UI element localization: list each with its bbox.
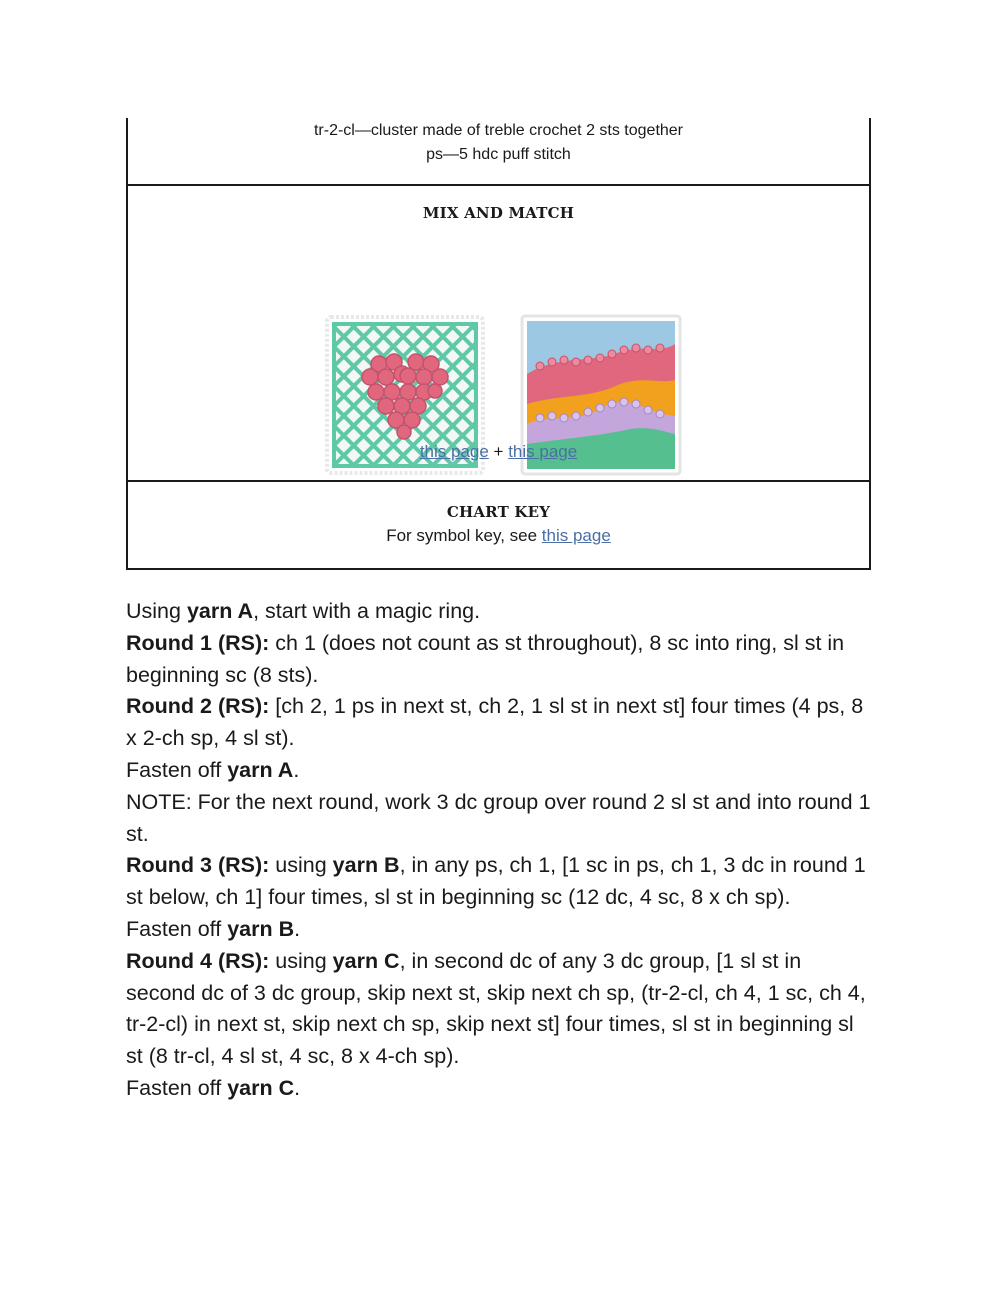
fasten-off-c — [126, 1073, 876, 1105]
pattern-instructions — [126, 596, 876, 1105]
round-3-pre: using — [269, 853, 333, 878]
fasten-off-c-post: . — [294, 1075, 301, 1100]
round-1-label: Round 1 (RS): — [126, 630, 270, 655]
fasten-off-c-pre: Fasten off — [126, 1075, 228, 1100]
intro-line — [126, 596, 876, 628]
fasten-off-a-post: . — [293, 757, 300, 782]
round-4 — [126, 946, 876, 1073]
round-1-text: ch 1 (does not count as st throughout), 8 sc into ring, sl st in beginning sc (8 sts). — [126, 630, 845, 687]
fasten-off-b-post: . — [294, 916, 301, 941]
round-4-yarn: yarn C — [332, 948, 400, 973]
intro-yarn: yarn A — [186, 599, 254, 623]
fasten-off-a-yarn: yarn A — [227, 757, 294, 782]
mix-and-match-heading: MIX AND MATCH — [422, 204, 575, 222]
round-1 — [126, 628, 876, 692]
chart-key-cell — [128, 482, 869, 570]
fasten-off-b-pre: Fasten off — [126, 916, 228, 941]
fasten-off-c-yarn: yarn C — [227, 1075, 295, 1100]
abbreviations-cell — [128, 118, 869, 186]
intro-pre: Using — [126, 599, 187, 623]
intro-post: , start with a magic ring. — [253, 599, 481, 623]
mix-and-match-cell — [128, 184, 869, 482]
chart-key-heading: CHART KEY — [446, 503, 551, 521]
plus-sign: + — [488, 442, 509, 461]
round-3-yarn: yarn B — [332, 853, 400, 878]
note: NOTE: For the next round, work 3 dc group over round 2 sl st and into round 1 st. — [126, 789, 871, 846]
abbreviation-ps: ps—5 hdc puff stitch — [426, 146, 571, 163]
round-2 — [126, 691, 876, 755]
round-3-label: Round 3 (RS): — [126, 853, 270, 878]
link-this-page-2[interactable]: this page — [508, 442, 578, 461]
mix-and-match-links — [128, 442, 869, 462]
round-2-text: [ch 2, 1 ps in next st, ch 2, 1 sl st in next st] four times (4 ps, 8 x 2-ch sp, 4 sl st). — [126, 694, 864, 751]
fasten-off-a — [126, 755, 876, 787]
round-4-label: Round 4 (RS): — [126, 948, 270, 973]
fasten-off-b-yarn: yarn B — [227, 916, 295, 941]
round-3 — [126, 850, 876, 914]
round-3-post: , in any ps, ch 1, [1 sc in ps, ch 1, 3 dc in round 1 st below, ch 1] four times, sl st in beginning sc (12 dc, 4 sc, 8 x ch sp). — [126, 853, 866, 910]
round-4-post: , in second dc of any 3 dc group, [1 sl st in second dc of 3 dc group, skip next st, skip next ch sp, (tr-2-cl, ch 4, 1 sc, ch 4, tr-2-cl) in next st, skip next ch sp, skip next st] four times, sl st in beginning sl st (8 tr-cl, 4 sl st, 4 sc, 8 x 4-ch sp). — [126, 948, 866, 1069]
link-symbol-key[interactable]: this page — [541, 526, 611, 545]
info-table — [126, 118, 871, 570]
chart-key-text — [128, 526, 869, 546]
fasten-off-a-pre: Fasten off — [126, 757, 228, 782]
fasten-off-b — [126, 914, 876, 946]
link-this-page-1[interactable]: this page — [419, 442, 489, 461]
abbreviation-tr-2-cl: tr-2-cl—cluster made of treble crochet 2 sts together — [313, 122, 684, 139]
chart-key-label: For symbol key, see — [386, 526, 542, 545]
round-4-pre: using — [269, 948, 333, 973]
round-2-label: Round 2 (RS): — [126, 694, 270, 719]
